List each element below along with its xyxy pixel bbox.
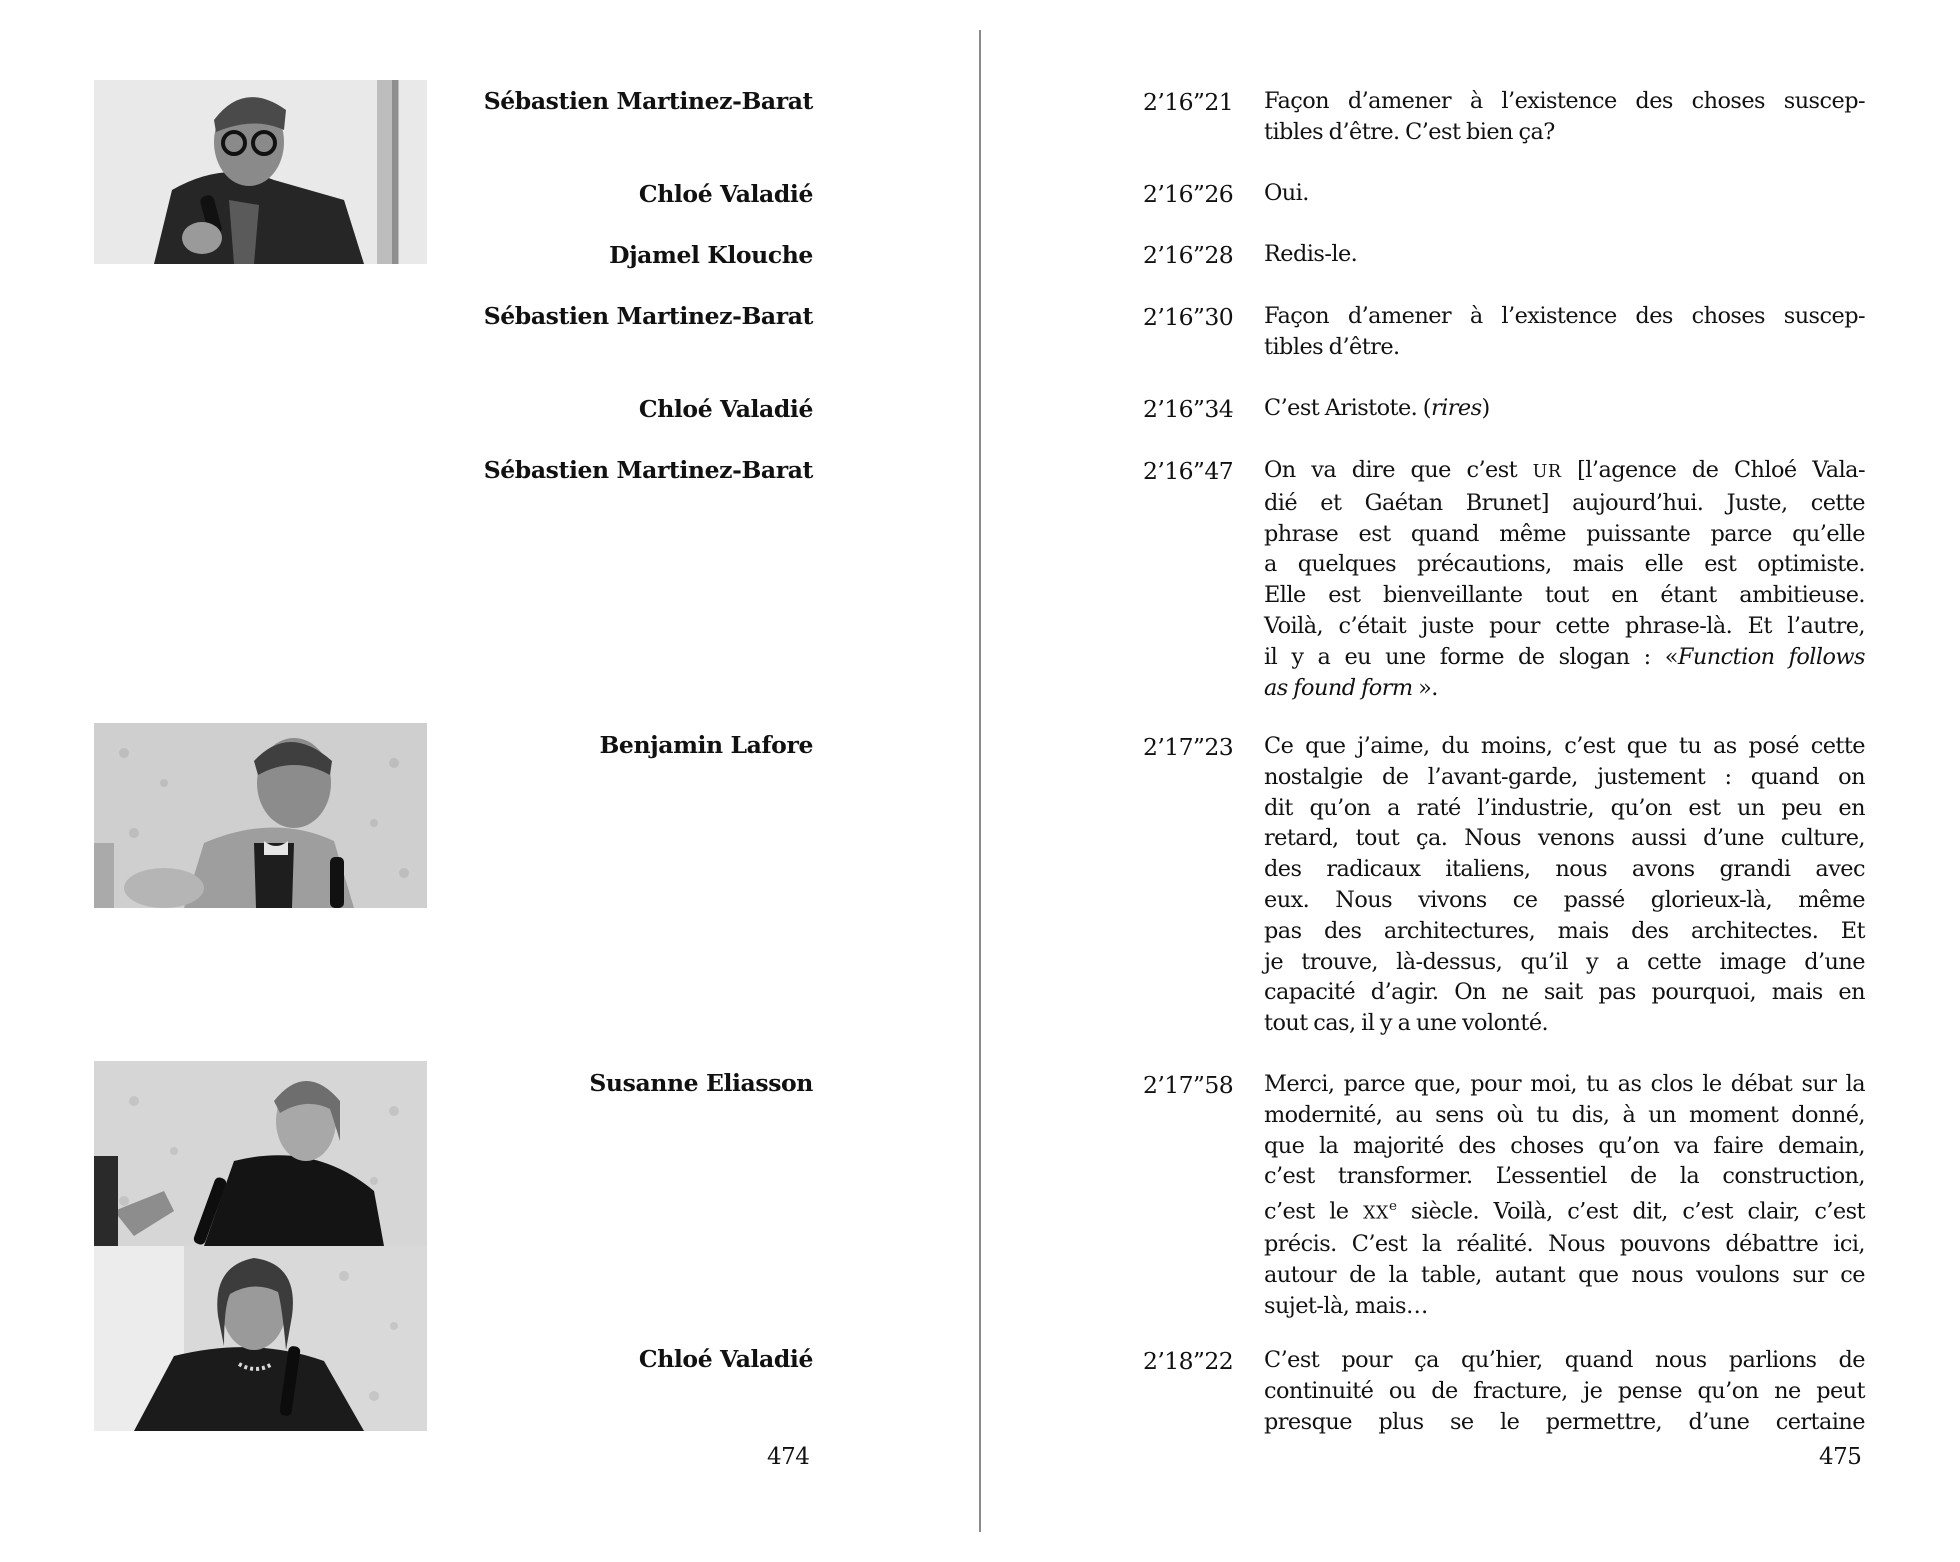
transcript-paragraph [1264,239,1865,270]
text-line: Façon d’amener à l’existence des choses suscep- [1264,88,1865,114]
text-line: tibles d’être. C’est bien ça? [1264,118,1555,145]
text-line: continuité ou de fracture, je pense qu’on ne peut [1264,1377,1865,1404]
italic-quote: as found form [1264,674,1413,701]
speaker-name: Djamel Klouche [609,241,813,269]
page-gutter-divider [979,30,981,1532]
text-line [1264,455,1865,488]
text-line: Elle est bienveillante tout en étant ambitieuse. [1264,582,1865,609]
text-line: tibles d’être. [1264,333,1400,360]
text-line [1264,393,1865,424]
text-line: je trouve, là-dessus, qu’il y a cette image d’une [1264,948,1865,975]
timecode: 2’17”23 [1143,733,1234,761]
speaker-name: Chloé Valadié [638,180,813,208]
timecode: 2’16”26 [1143,180,1234,208]
text-line: Redis-le. [1264,241,1358,267]
timecode: 2’16”28 [1143,241,1234,269]
text-line: a quelques précautions, mais elle est optimiste. [1264,551,1865,578]
small-caps-acronym: UR [1532,462,1562,482]
text-line: autour de la table, autant que nous voulons sur ce [1264,1262,1865,1289]
superscript: e [1388,1199,1397,1215]
transcript-paragraph [1264,178,1865,209]
text-line: Merci, parce que, pour moi, tu as clos le débat sur la [1264,1071,1865,1097]
timecode: 2’16”47 [1143,457,1234,485]
text-line: des radicaux italiens, nous avons grandi avec [1264,856,1865,883]
text-line: que la majorité des choses qu’on va faire demain, [1264,1132,1865,1159]
text-line: sujet-là, mais… [1264,1293,1428,1320]
text-line: c’est transformer. L’essentiel de la construction, [1264,1163,1865,1190]
speaker-name: Susanne Eliasson [589,1069,813,1097]
transcript-paragraph [1264,731,1865,1039]
text-line: presque plus se le permettre, d’une certaine [1264,1408,1865,1435]
transcript-paragraph [1264,86,1865,148]
speaker-name: Chloé Valadié [638,1345,813,1373]
text-line [1264,673,1865,704]
speaker-name: Sébastien Martinez-Barat [483,87,813,115]
text-run: c’est le [1264,1198,1364,1225]
text-line: capacité d’agir. On ne sait pas pourquoi, mais en [1264,979,1865,1006]
text-run: On va dire que c’est [1264,457,1533,483]
page-number-left: 474 [767,1444,810,1470]
page-number-right: 475 [1819,1444,1862,1470]
speaker-name: Benjamin Lafore [599,731,813,759]
text-line: eux. Nous vivons ce passé glorieux-là, même [1264,886,1865,913]
transcript-paragraph [1264,393,1865,424]
timecode: 2’16”21 [1143,88,1234,116]
text-line: Façon d’amener à l’existence des choses suscep- [1264,303,1865,329]
text-run: ) [1481,395,1490,421]
transcript-paragraph [1264,301,1865,363]
speaker-photo-susanne-eliasson [94,1061,427,1246]
speaker-photo-benjamin-lafore [94,723,427,908]
timecode: 2’18”22 [1143,1347,1234,1375]
timecode: 2’17”58 [1143,1071,1234,1099]
speaker-name: Sébastien Martinez-Barat [483,302,813,330]
transcript-paragraph [1264,455,1865,703]
text-run: [l’agence de Chloé Vala- [1561,457,1865,483]
text-line [1264,1192,1865,1229]
text-line: nostalgie de l’avant-garde, justement : quand on [1264,763,1865,790]
speaker-photo-chloe-valadie [94,1246,427,1431]
small-caps-numeral: XX [1363,1203,1389,1224]
text-line: modernité, au sens où tu dis, à un moment donné, [1264,1101,1865,1128]
transcript-paragraph [1264,1345,1865,1437]
speaker-name: Sébastien Martinez-Barat [483,456,813,484]
text-line: tout cas, il y a une volonté. [1264,1010,1549,1037]
timecode: 2’16”30 [1143,303,1234,331]
timecode: 2’16”34 [1143,395,1234,423]
text-run: C’est Aristote. ( [1264,395,1431,421]
speaker-photo-sebastien-martinez-barat [94,80,427,264]
italic-stage-direction: rires [1430,395,1482,421]
text-line: retard, tout ça. Nous venons aussi d’une culture, [1264,825,1865,852]
text-line: phrase est quand même puissante parce qu’elle [1264,520,1865,547]
text-run: il y a eu une forme de slogan : « [1264,643,1678,670]
text-line: Voilà, c’était juste pour cette phrase-là. Et l’autre, [1264,612,1865,639]
text-line: dié et Gaétan Brunet] aujourd’hui. Juste, cette [1264,489,1865,516]
text-run: siècle. Voilà, c’est dit, c’est clair, c’est [1396,1198,1866,1225]
text-line: Oui. [1264,180,1309,206]
transcript-paragraph [1264,1069,1865,1322]
text-line: Ce que j’aime, du moins, c’est que tu as posé cette [1264,733,1865,759]
text-line: dit qu’on a raté l’industrie, qu’on est un peu en [1264,794,1865,821]
text-line: pas des architectures, mais des architectes. Et [1264,917,1865,944]
text-line: C’est pour ça qu’hier, quand nous parlions de [1264,1347,1865,1373]
text-line [1264,642,1865,673]
speaker-name: Chloé Valadié [638,395,813,423]
text-run: ». [1412,674,1438,701]
text-line: précis. C’est la réalité. Nous pouvons débattre ici, [1264,1231,1865,1258]
italic-quote: Function follows [1677,643,1865,670]
